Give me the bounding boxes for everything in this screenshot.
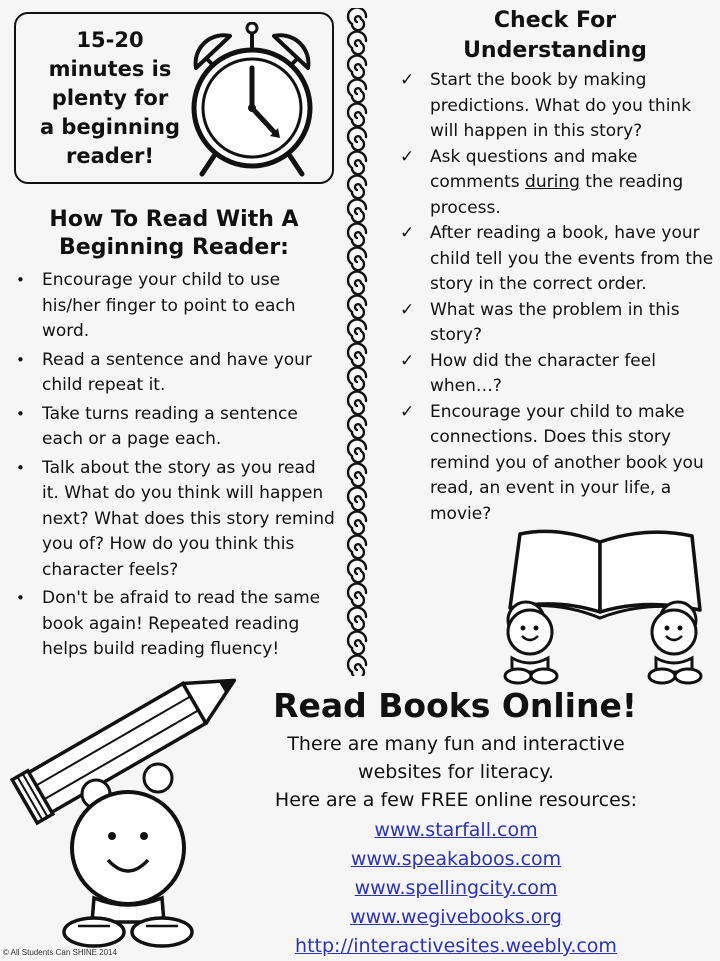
check-item	[396, 400, 716, 528]
spiral-curl	[348, 464, 366, 487]
check-item-text: Start the book by making predictions. What do you think will happen in this story?	[430, 70, 692, 141]
check-item	[396, 68, 716, 145]
wegivebooks-link[interactable]: www.wegivebooks.org	[350, 906, 562, 928]
spiral-curl	[348, 296, 366, 319]
spiral-curl	[348, 200, 366, 223]
link-item	[236, 845, 676, 874]
spellingcity-link[interactable]: www.spellingcity.com	[354, 877, 558, 899]
check-item	[396, 349, 716, 400]
intro-line: websites for literacy.	[358, 761, 554, 783]
spiral-curl	[348, 392, 366, 415]
interactivesites-link[interactable]: http://interactivesites.weebly.com	[295, 935, 617, 957]
link-item	[236, 932, 676, 961]
checkmark-icon: ✓	[400, 350, 415, 371]
resource-links	[236, 816, 676, 961]
callout-line: plenty for	[51, 86, 169, 110]
check-item-text: What was the problem in this story?	[430, 299, 680, 345]
link-item	[236, 874, 676, 903]
callout-line: reader!	[66, 144, 154, 168]
check-list	[396, 68, 716, 527]
kids-holding-book-illustration	[496, 526, 712, 686]
spiral-curl	[348, 224, 366, 247]
check-item	[396, 221, 716, 298]
spiral-divider	[340, 8, 374, 676]
copyright-notice: © All Students Can SHINE 2014	[3, 948, 117, 957]
spiral-curl	[348, 512, 366, 535]
link-item	[236, 903, 676, 932]
spiral-curl	[348, 272, 366, 295]
spiral-curl	[348, 416, 366, 439]
how-to-read-heading	[18, 206, 330, 262]
check-item-text: Encourage your child to make connections. Does this story remind you of another book you read, an event in your life, a movie?	[430, 401, 704, 524]
check-item	[396, 298, 716, 349]
list-item: • Encourage your child to use his/her finger to point to each word.	[10, 268, 336, 345]
check-item-text: After reading a book, have your child tell you the events from the story in the correct order.	[430, 223, 714, 294]
checkmark-icon: ✓	[400, 223, 415, 243]
check-item-text: Ask questions and make comments	[430, 146, 638, 192]
alarm-clock-icon	[178, 22, 326, 178]
callout-line: a beginning	[39, 115, 181, 139]
spiral-curl	[348, 8, 366, 30]
spiral-curl	[348, 632, 366, 655]
checkmark-icon: ✓	[400, 401, 415, 422]
spiral-curl	[348, 656, 366, 676]
checkmark-icon: ✓	[400, 70, 415, 90]
heading-line: Understanding	[463, 38, 647, 63]
checkmark-icon: ✓	[400, 146, 415, 167]
list-item: • Read a sentence and have your child repeat it.	[10, 348, 336, 399]
intro-line: There are many fun and interactive	[287, 733, 625, 755]
spiral-curl	[348, 104, 366, 127]
check-item-text: How did the character feel when…?	[430, 350, 656, 396]
list-item: • Don't be afraid to read the same book again! Repeated reading helps build reading fluency!	[10, 586, 336, 663]
spiral-curl	[348, 128, 366, 151]
spiral-curl	[348, 536, 366, 559]
kid-carrying-pencil-illustration	[4, 660, 254, 956]
checkmark-icon: ✓	[400, 299, 415, 320]
starfall-link[interactable]: www.starfall.com	[374, 819, 538, 841]
spiral-curl	[348, 80, 366, 103]
spiral-curl	[348, 248, 366, 271]
emphasis-word: during	[525, 172, 580, 192]
spiral-curl	[348, 56, 366, 79]
check-heading	[400, 6, 710, 66]
spiral-curl	[348, 152, 366, 175]
heading-line: Beginning Reader:	[59, 235, 289, 260]
heading-line: Check For	[493, 8, 617, 33]
speakaboos-link[interactable]: www.speakaboos.com	[350, 848, 562, 870]
reading-time-text	[26, 26, 194, 171]
read-online-intro	[236, 730, 676, 814]
read-online-heading: Read Books Online!	[273, 686, 637, 725]
how-to-read-list	[10, 268, 336, 666]
spiral-curl	[348, 608, 366, 631]
spiral-curl	[348, 176, 366, 199]
spiral-curl	[348, 344, 366, 367]
spiral-curl	[348, 488, 366, 511]
spiral-curl	[348, 560, 366, 583]
check-item-text: the reading process.	[430, 172, 684, 218]
check-item	[396, 145, 716, 222]
callout-line: 15-20	[76, 28, 144, 52]
spiral-curl	[348, 32, 366, 55]
spiral-curl	[348, 440, 366, 463]
intro-line: Here are a few FREE online resources:	[274, 789, 638, 811]
callout-line: minutes is	[48, 57, 172, 81]
spiral-curl	[348, 368, 366, 391]
heading-line: How To Read With A	[49, 207, 299, 232]
list-item: • Talk about the story as you read it. What do you think will happen next? What does this story remind you of? How do you think this character feels?	[10, 456, 336, 584]
link-item	[236, 816, 676, 845]
spiral-curl	[348, 584, 366, 607]
spiral-curl	[348, 320, 366, 343]
list-item: • Take turns reading a sentence each or a page each.	[10, 402, 336, 453]
